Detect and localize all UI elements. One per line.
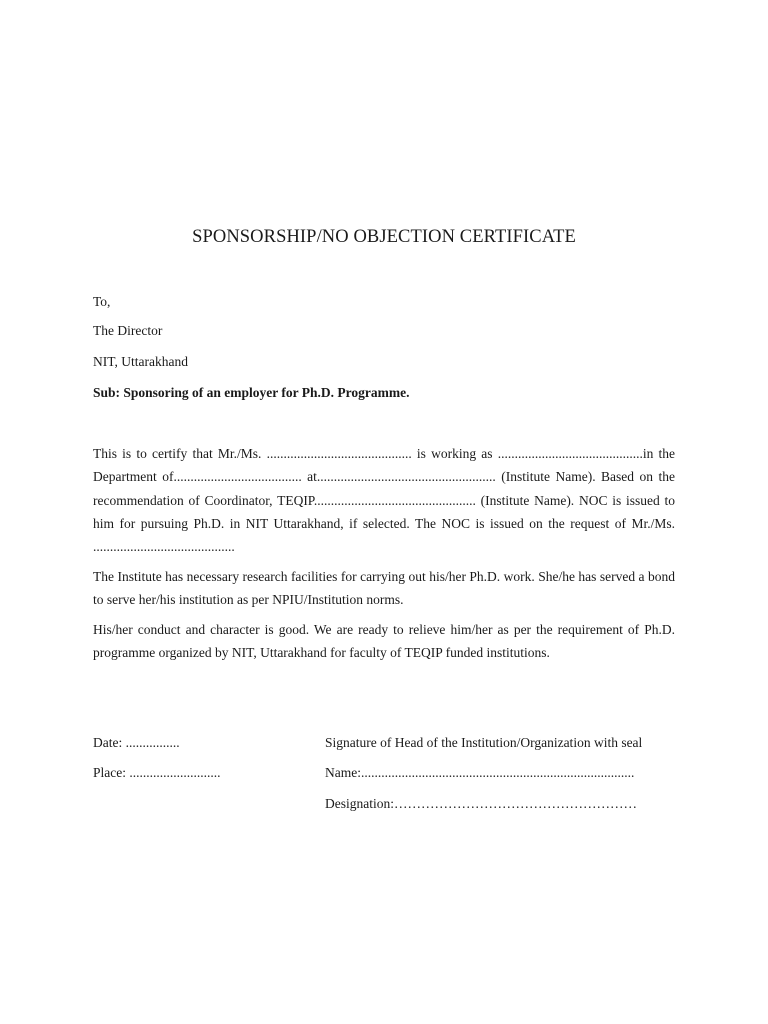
body-paragraph-3: His/her conduct and character is good. We are ready to relieve him/her as per the requirement of Ph.D. programme organized by NIT, Uttarakhand for faculty of TEQIP funded institutions. — [93, 622, 675, 661]
signature-label: Signature of Head of the Institution/Organization with seal — [325, 735, 643, 750]
recipient-title: The Director — [93, 323, 163, 338]
body-paragraph-2: The Institute has necessary research facilities for carrying out his/her Ph.D. work. She/he has served a bond to serve her/his institution as per NPIU/Institution norms. — [93, 569, 675, 608]
name-field: Name:................................................................................. — [325, 765, 635, 780]
subject-line: Sub: Sponsoring of an employer for Ph.D. Programme. — [93, 385, 410, 400]
salutation: To, — [93, 294, 111, 309]
document-title: SPONSORSHIP/NO OBJECTION CERTIFICATE — [192, 227, 576, 247]
recipient-institution: NIT, Uttarakhand — [93, 354, 188, 369]
designation-field: Designation:……………………………………………… — [325, 796, 637, 811]
date-field: Date: ................ — [93, 735, 180, 750]
body-paragraph-1: This is to certify that Mr./Ms. ........................................... is working as ...........................................in the Department of...................................... at..................................................... (Institute Name). Based on the recommendation of Coordinator, TEQIP................................................ (Institute Name). NOC is issued to him for pursuing Ph.D. in NIT Uttarakhand, if selected. The NOC is issued on the request of Mr./Ms. .......................................... — [93, 446, 675, 555]
place-field: Place: ........................... — [93, 765, 221, 780]
